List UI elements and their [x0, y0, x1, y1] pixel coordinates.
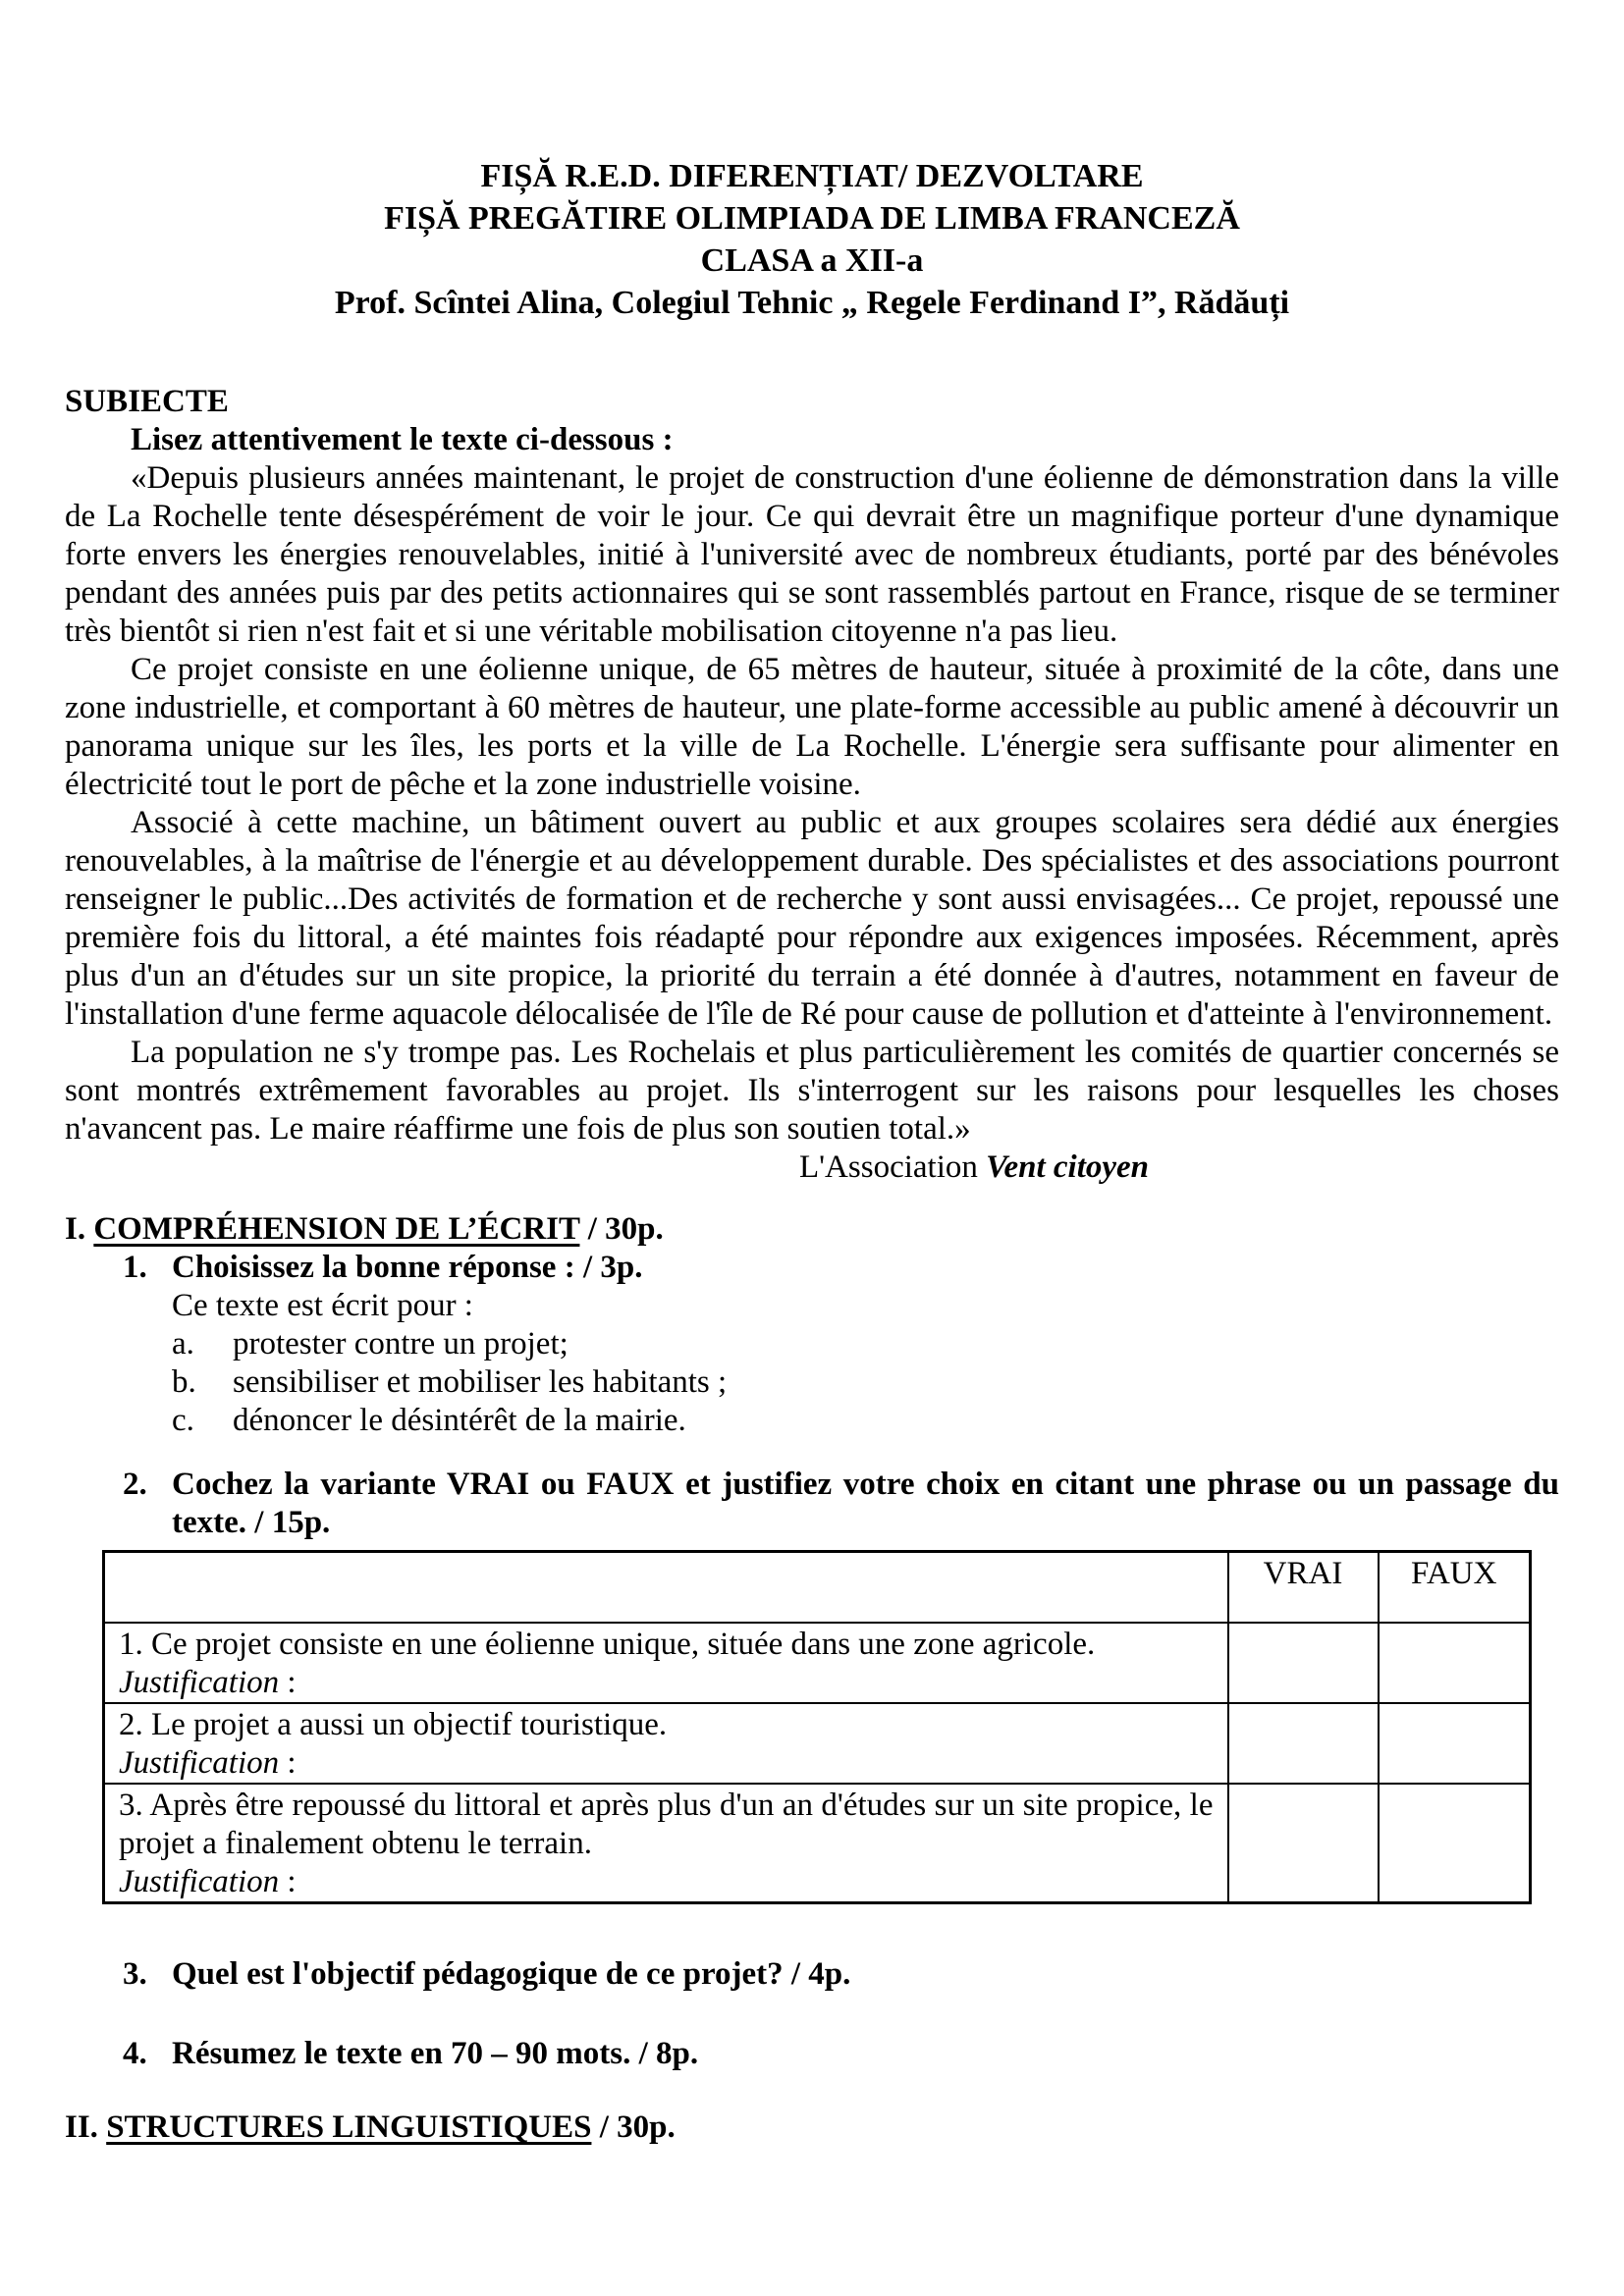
justification-colon: : — [279, 1665, 297, 1700]
question-4 — [123, 2035, 1559, 2073]
subiecte-heading: SUBIECTE — [65, 384, 229, 419]
question-3-number: 3. — [123, 1956, 147, 1992]
section1-title: COMPRÉHENSION DE L’ÉCRIT — [93, 1211, 580, 1247]
doc-title-block — [65, 155, 1559, 324]
table-row-2 — [104, 1703, 1531, 1784]
option-c-text: dénoncer le désintérêt de la mairie. — [233, 1403, 686, 1438]
question-2-number: 2. — [123, 1467, 147, 1502]
doc-title-line-2: FIȘĂ PREGĂTIRE OLIMPIADA DE LIMBA FRANCEZĂ — [384, 200, 1240, 237]
section2-title: STRUCTURES LINGUISTIQUES — [106, 2109, 592, 2145]
statement-text-2: 2. Le projet a aussi un objectif touristique. — [119, 1707, 668, 1742]
source-text-paragraph-1: «Depuis plusieurs années maintenant, le projet de construction d'une éolienne de démonstration dans la ville de La Rochelle tente désespérément de voir le jour. Ce qui devrait être un magnifique porteur d'une dynamique forte envers les énergies renouvelables, initié à l'université avec de nombreux étudiants, porté par des bénévoles pendant des années puis par des petits actionnaires qui se sont rassemblés partout en France, risque de se terminer très bientôt si rien n'est fait et si une véritable mobilisation citoyenne n'a pas lieu. — [65, 460, 1559, 649]
option-c — [172, 1402, 1559, 1440]
table-header-row — [104, 1552, 1531, 1624]
option-b-text: sensibiliser et mobiliser les habitants ; — [233, 1364, 728, 1400]
vrai-answer-cell-1 — [1228, 1623, 1379, 1703]
question-2 — [123, 1466, 1559, 1542]
option-a-letter: a. — [172, 1326, 194, 1362]
signature-association-name: Vent citoyen — [986, 1149, 1150, 1185]
question-3-text: Quel est l'objectif pédagogique de ce projet? / 4p. — [172, 1956, 851, 1992]
question-1-lead-in: Ce texte est écrit pour : — [172, 1288, 473, 1323]
question-2-text: Cochez la variante VRAI ou FAUX et justifiez votre choix en citant une phrase ou un passage du texte. / 15p. — [172, 1467, 1559, 1540]
section2-numeral: II. — [65, 2109, 107, 2145]
signature-line — [65, 1148, 1559, 1187]
signature-prefix: L'Association — [798, 1149, 987, 1185]
justification-label: Justification — [119, 1665, 280, 1700]
justification-line-3 — [119, 1863, 1214, 1901]
statement-header-cell — [104, 1552, 1228, 1624]
statement-text-1: 1. Ce projet consiste en une éolienne unique, située dans une zone agricole. — [119, 1627, 1096, 1662]
justification-line-2 — [119, 1744, 1214, 1783]
option-c-letter: c. — [172, 1403, 194, 1438]
doc-title-line-3: CLASA a XII-a — [700, 242, 924, 279]
statement-cell-3 — [104, 1784, 1228, 1903]
question-1-text: Choisissez la bonne réponse : / 3p. — [172, 1250, 643, 1285]
table-row-1 — [104, 1623, 1531, 1703]
faux-answer-cell-2 — [1379, 1703, 1531, 1784]
option-a — [172, 1325, 1559, 1363]
question-3 — [123, 1955, 1559, 1994]
vrai-faux-table — [102, 1550, 1532, 1904]
vrai-answer-cell-2 — [1228, 1703, 1379, 1784]
table-row-3 — [104, 1784, 1531, 1903]
statement-cell-1 — [104, 1623, 1228, 1703]
read-instruction: Lisez attentivement le texte ci-dessous : — [131, 422, 674, 457]
statement-cell-2 — [104, 1703, 1228, 1784]
question-4-text: Résumez le texte en 70 – 90 mots. / 8p. — [172, 2036, 699, 2071]
doc-title-line-1: FIȘĂ R.E.D. DIFERENȚIAT/ DEZVOLTARE — [480, 158, 1144, 194]
question-1-number: 1. — [123, 1250, 147, 1285]
option-b-letter: b. — [172, 1364, 196, 1400]
justification-line-1 — [119, 1664, 1214, 1702]
section2-heading — [65, 2109, 1559, 2147]
section2-points: / 30p. — [591, 2109, 676, 2145]
section1-heading — [65, 1210, 1559, 1249]
source-text-paragraph-3: Associé à cette machine, un bâtiment ouvert au public et aux groupes scolaires sera dédié aux énergies renouvelables, à la maîtrise de l'énergie et au développement durable. Des spécialistes et des associations pourront renseigner le public...Des activités de formation et de recherche y sont aussi envisagées... Ce projet, repoussé une première fois du littoral, a été maintes fois réadapté pour répondre aux exigences imposées. Récemment, après plus d'un an d'études sur un site propice, la priorité du terrain a été donnée à d'autres, notamment en faveur de l'installation d'une ferme aquacole délocalisée de l'île de Ré pour cause de pollution et d'atteinte à l'environnement. — [65, 805, 1559, 1032]
option-b — [172, 1363, 1559, 1402]
doc-title-line-4: Prof. Scîntei Alina, Colegiul Tehnic „ Regele Ferdinand I”, Rădăuți — [334, 285, 1290, 321]
justification-colon: : — [279, 1745, 297, 1781]
faux-answer-cell-1 — [1379, 1623, 1531, 1703]
source-text-paragraph-4: La population ne s'y trompe pas. Les Rochelais et plus particulièrement les comités de quartier concernés se sont montrés extrêmement favorables au projet. Ils s'interrogent sur les raisons pour lesquelles les choses n'avancent pas. Le maire réaffirme une fois de plus son soutien total.» — [65, 1035, 1559, 1147]
justification-label: Justification — [119, 1864, 280, 1899]
question-1 — [123, 1249, 1559, 1287]
vrai-header-cell: VRAI — [1228, 1552, 1379, 1624]
justification-label: Justification — [119, 1745, 280, 1781]
justification-colon: : — [279, 1864, 297, 1899]
source-text-paragraph-2: Ce projet consiste en une éolienne unique, de 65 mètres de hauteur, située à proximité de la côte, dans une zone industrielle, et comportant à 60 mètres de hauteur, une plate-forme accessible au public amené à découvrir un panorama unique sur les îles, les ports et la ville de La Rochelle. L'énergie sera suffisante pour alimenter en électricité tout le port de pêche et la zone industrielle voisine. — [65, 652, 1559, 802]
faux-answer-cell-3 — [1379, 1784, 1531, 1903]
question-4-number: 4. — [123, 2036, 147, 2071]
section1-points: / 30p. — [579, 1211, 664, 1247]
faux-header-cell: FAUX — [1379, 1552, 1531, 1624]
option-a-text: protester contre un projet; — [233, 1326, 568, 1362]
section1-numeral: I. — [65, 1211, 94, 1247]
statement-text-3: 3. Après être repoussé du littoral et après plus d'un an d'études sur un site propice, le projet a finalement obtenu le terrain. — [119, 1788, 1214, 1861]
vrai-answer-cell-3 — [1228, 1784, 1379, 1903]
